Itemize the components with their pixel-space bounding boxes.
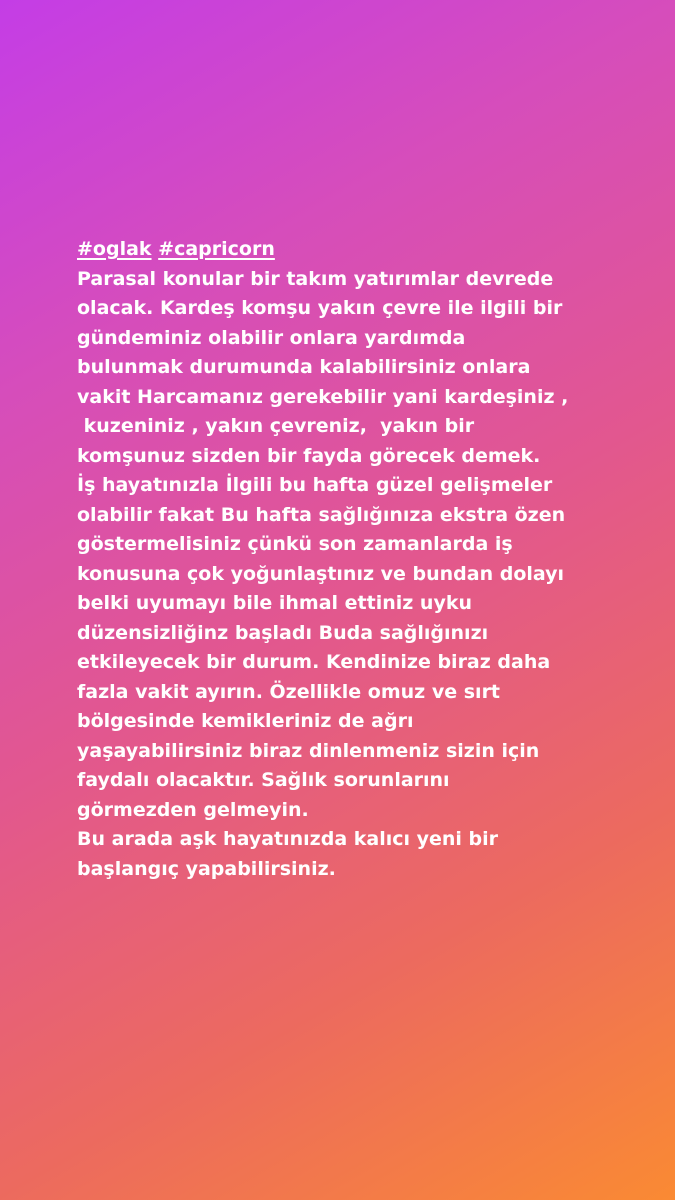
hashtag-row	[77, 235, 637, 265]
hashtag-oglak[interactable]: #oglak	[77, 238, 152, 260]
caption-line: gündeminiz olabilir onlara yardımda	[77, 326, 466, 349]
caption-line: komşunuz sizden bir fayda görecek demek.	[77, 444, 541, 467]
caption-line: göstermelisiniz çünkü son zamanlarda iş	[77, 533, 513, 555]
story-caption	[77, 235, 637, 884]
caption-line: Parasal konular bir takım yatırımlar devrede	[77, 267, 554, 290]
caption-line: faydalı olacaktır. Sağlık sorunlarını	[77, 769, 450, 791]
caption-line: etkileyecek bir durum. Kendinize biraz daha	[77, 651, 551, 673]
caption-line: olabilir fakat Bu hafta sağlığınıza ekstra özen	[77, 503, 566, 526]
caption-line: görmezden gelmeyin.	[77, 798, 309, 821]
caption-line: Bu arada aşk hayatınızda kalıcı yeni bir	[77, 828, 499, 850]
caption-line: bölgesinde kemikleriniz de ağrı	[77, 710, 414, 732]
caption-line: vakit Harcamanız gerekebilir yani kardeşiniz ,	[77, 385, 569, 408]
caption-line: bulunmak durumunda kalabilirsiniz onlara	[77, 356, 531, 378]
caption-line: konusuna çok yoğunlaştınız ve bundan dolayı	[77, 562, 565, 585]
caption-line: başlangıç yapabilirsiniz.	[77, 857, 336, 880]
caption-line: belki uyumayı bile ihmal ettiniz uyku	[77, 592, 473, 614]
caption-line: düzensizliğinz başladı Buda sağlığınızı	[77, 621, 489, 644]
caption-line: fazla vakit ayırın. Özellikle omuz ve sırt	[77, 680, 501, 703]
caption-line: kuzeniniz , yakın çevreniz, yakın bir	[77, 415, 475, 437]
caption-line: olacak. Kardeş komşu yakın çevre ile ilgili bir	[77, 297, 563, 319]
caption-line: yaşayabilirsiniz biraz dinlenmeniz sizin için	[77, 739, 540, 762]
hashtag-capricorn[interactable]: #capricorn	[158, 238, 275, 260]
caption-line: İş hayatınızla İlgili bu hafta güzel gelişmeler	[77, 474, 553, 496]
